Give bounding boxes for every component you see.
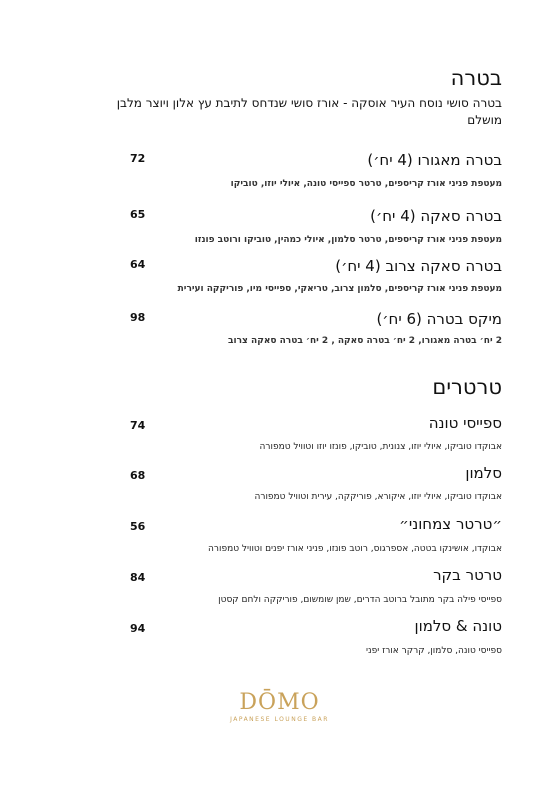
menu-item	[130, 310, 502, 350]
logo-wordmark: DŌMO	[239, 690, 320, 715]
item-name: סלמון	[465, 464, 502, 482]
logo-tagline: JAPANESE LOUNGE BAR	[230, 716, 329, 723]
item-name: בטרה סאקה (4 יח׳)	[370, 207, 502, 225]
item-name: ספייסי טונה	[428, 414, 502, 432]
item-description: מעטפת פניני אורז קריספים, סלמון צרוב, טריאקי, ספייסי מיו, פוריקקה ועירית	[177, 284, 502, 294]
item-name: בטרה מאגורו (4 יח׳)	[367, 151, 502, 169]
item-name: מיקס בטרה (6 יח׳)	[376, 310, 502, 328]
menu-item	[130, 207, 502, 247]
item-price: 72	[130, 152, 146, 165]
item-name: בטרה סאקה צרוב (4 יח׳)	[335, 257, 502, 275]
item-name: טונה & סלמון	[414, 617, 502, 635]
section-title-batera: בטרה	[450, 66, 502, 90]
item-description: מעטפת פניני אורז קריספים, טרטר סלמון, איולי כמהין, טוביקו ורוטב פונזו	[194, 235, 502, 245]
item-name: טרטר בקר	[433, 566, 502, 584]
item-description: אבוקדו טוביקו, איולי יוזו, איקורא, פוריקקה, עירית וטוויל טמפורה	[254, 492, 502, 502]
item-description: מעטפת פניני אורז קריספים, טרטר ספייסי טונה, איולי יוזו, טוביקו	[230, 179, 502, 189]
item-price: 65	[130, 208, 146, 221]
menu-item	[130, 566, 502, 606]
domo-logo	[0, 690, 559, 723]
menu-item	[130, 617, 502, 657]
section-description-batera: בטרה סושי נוסח העיר אוסקה - אורז סושי שנדחס לתיבת עץ אלון ויוצר מלבן מושלם	[116, 96, 502, 127]
menu-item	[130, 151, 502, 191]
item-description: אבוקדו טוביקו, איולי יוזו, צנונית, טוביקו, פונזו יוזו וטוויל טמפורה	[259, 442, 502, 452]
item-name: ״טרטר צמחוני״	[399, 515, 502, 533]
item-price: 84	[130, 571, 146, 584]
item-price: 74	[130, 419, 146, 432]
item-price: 56	[130, 520, 146, 533]
section-title-tartars: טרטרים	[432, 375, 502, 399]
item-price: 94	[130, 622, 146, 635]
menu-item	[130, 515, 502, 555]
item-price: 64	[130, 258, 146, 271]
menu-item	[130, 414, 502, 454]
item-description: ספייסי פילה בקר מתובל ברוטב הדרים, שמן שומשום, פוריקקה ולחם קסטן	[218, 595, 502, 605]
menu-item	[130, 464, 502, 504]
menu-item	[130, 257, 502, 297]
item-price: 98	[130, 311, 146, 324]
item-price: 68	[130, 469, 146, 482]
item-description: ספייסי טונה, סלמון, קרקר אורז יפני	[366, 646, 502, 656]
item-description: 2 יח׳ בטרה מאגורו, 2 יח׳ בטרה סאקה , 2 יח׳ בטרה סאקה צרוב	[228, 336, 502, 346]
item-description: אבוקדו, אושינקו בטטה, אספרגוס, רוטב פונזו, פניני אורז יפנים וטוויל טמפורה	[208, 544, 502, 554]
